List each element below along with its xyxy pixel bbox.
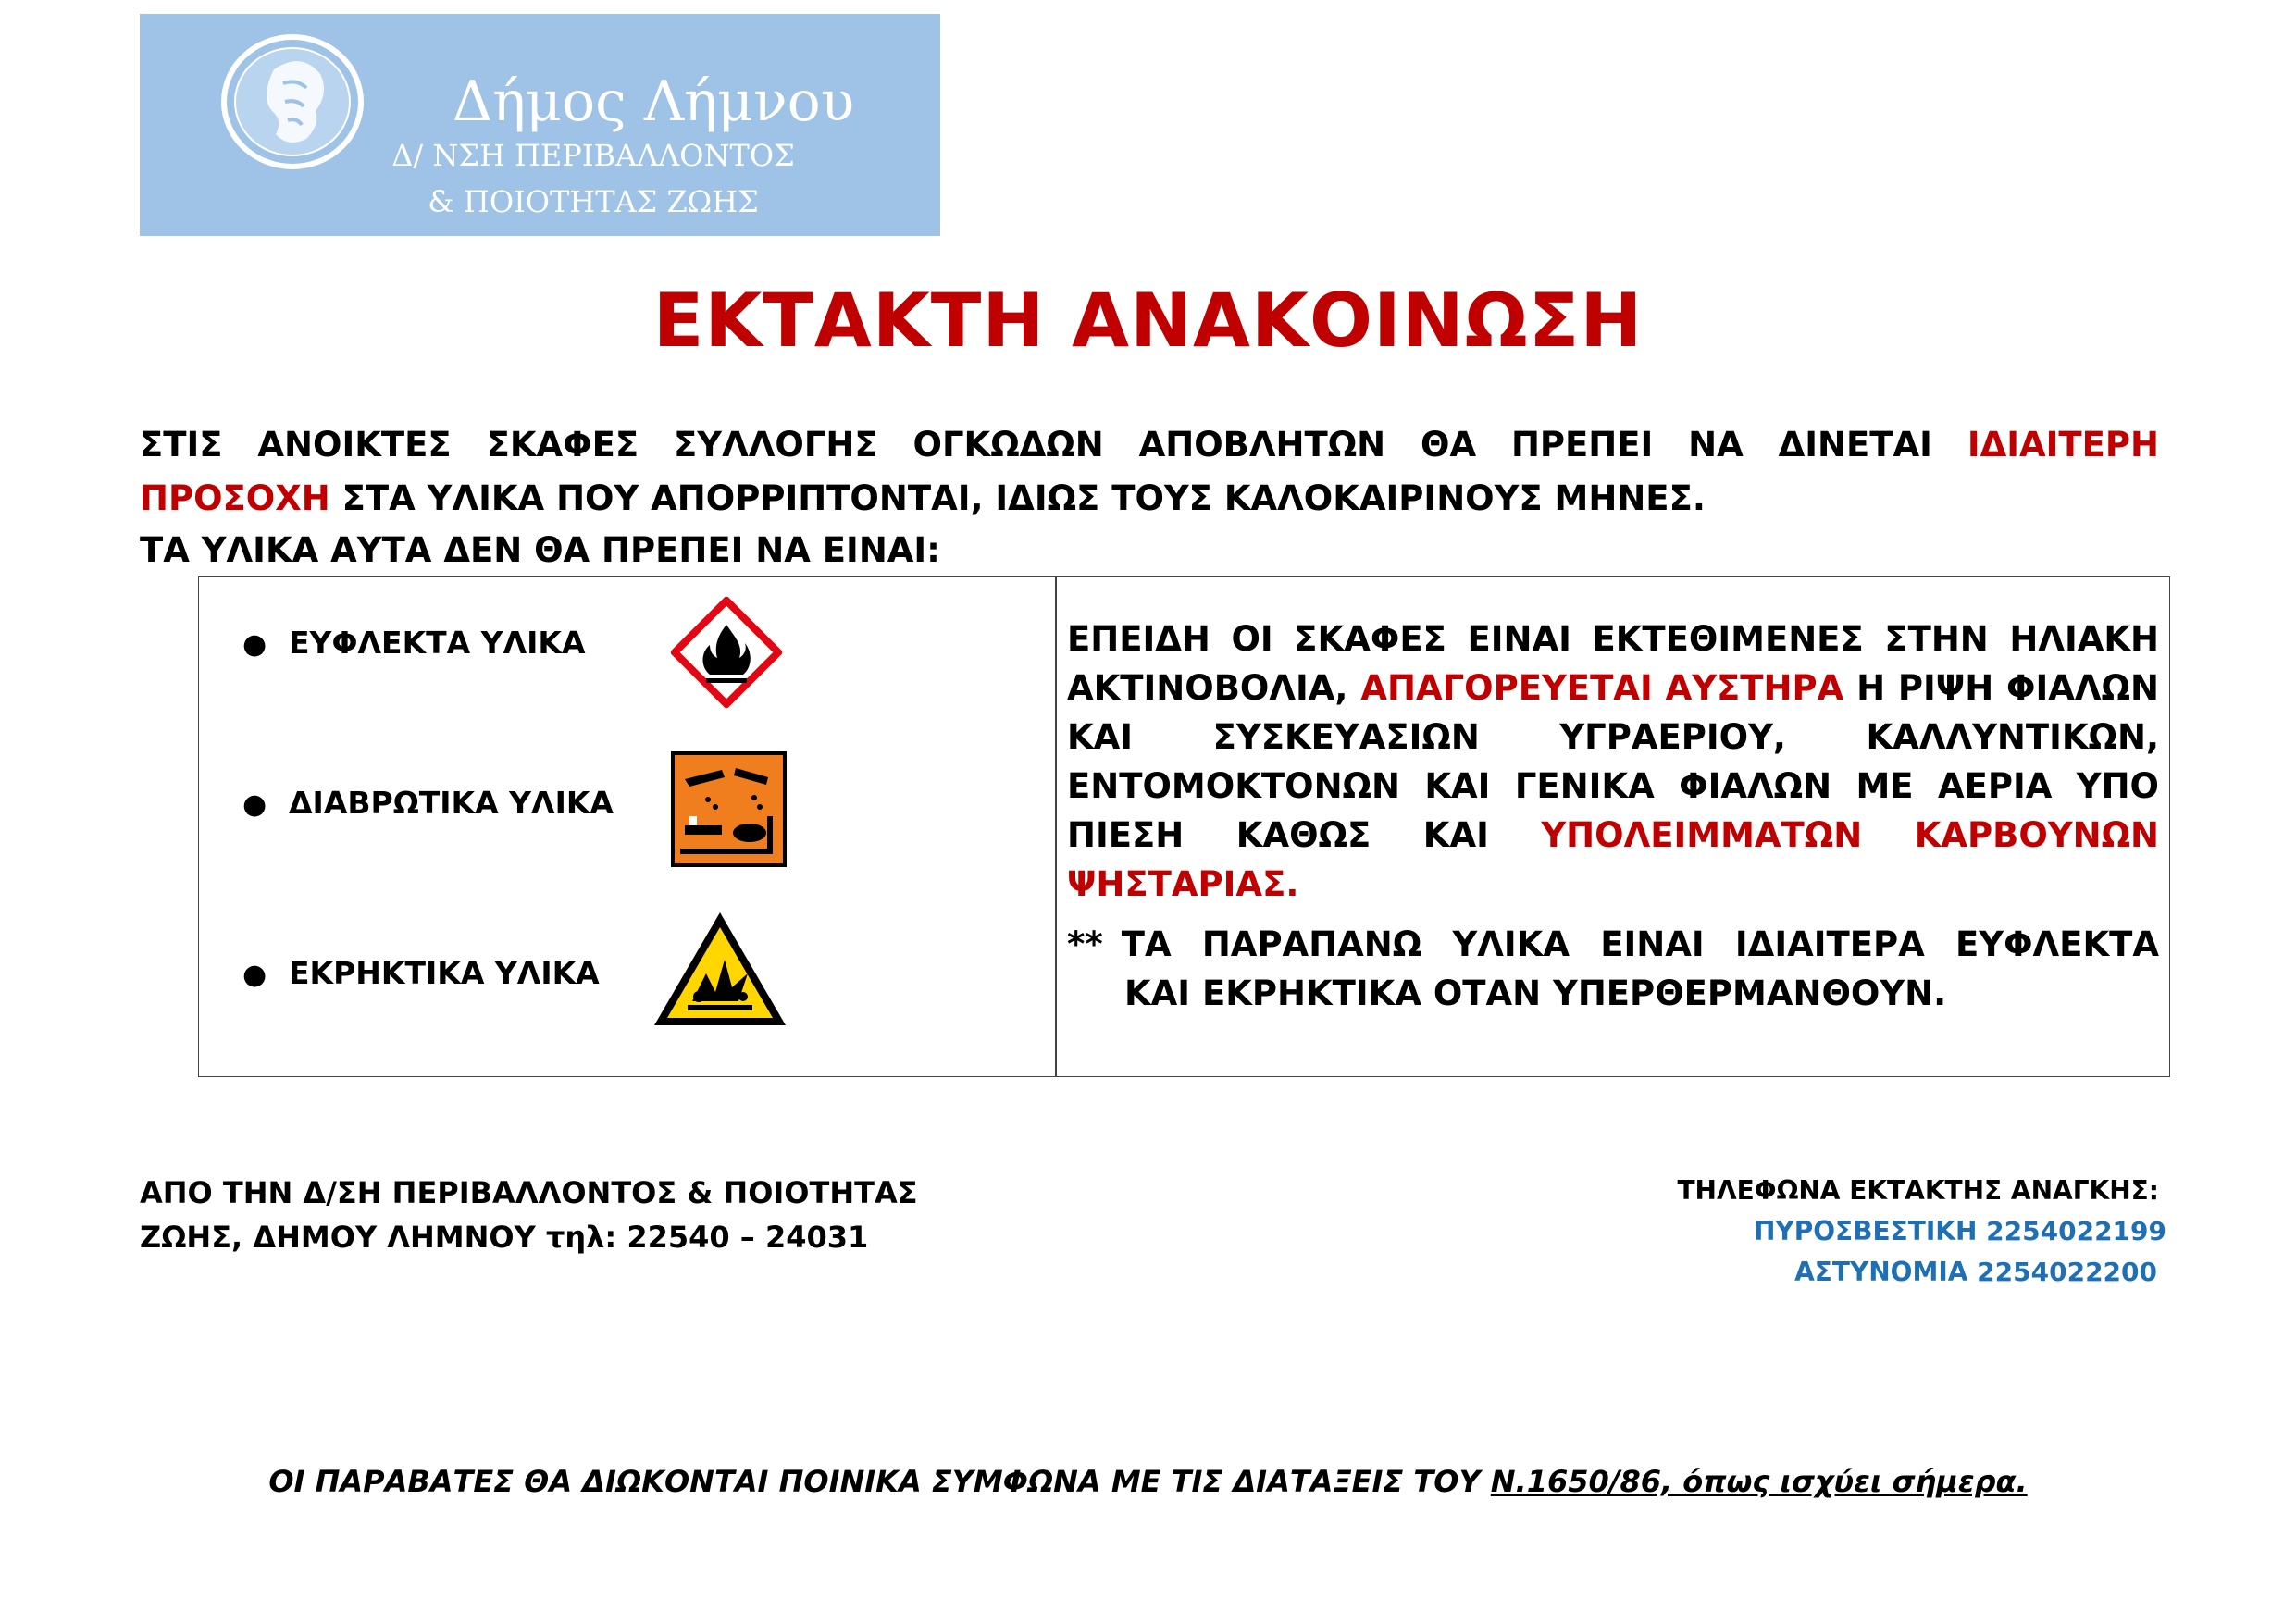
emergency-phones	[1334, 1171, 2166, 1293]
hazard-label: ΔΙΑΒΡΩΤΙΚΑ ΥΛΙΚΑ	[289, 785, 614, 821]
warning-part-1: ΕΠΕΙΔΗ ΟΙ ΣΚΑΦΕΣ ΕΙΝΑΙ ΕΚΤΕΘΙΜΕΝΕΣ ΣΤΗΝ ΗΛΙΑΚΗ ΑΚΤΙΝΟΒΟΛΙΑ,	[1067, 619, 2159, 708]
footer-line-2: ΖΩΗΣ, ΔΗΜΟΥ ΛΗΜΝΟΥ τηλ: 22540 – 24031	[140, 1220, 869, 1255]
explosive-icon	[651, 909, 789, 1029]
law-reference: Ν.1650/86, όπως ισχύει σήμερα.	[1490, 1464, 2028, 1499]
warning-highlight-1: ΑΠΑΓΟΡΕΥΕΤΑΙ ΑΥΣΤΗΡΑ	[1360, 668, 1844, 708]
note-block	[1067, 920, 2159, 1018]
intro-highlight-1: ΙΔΙΑΙΤΕΡΗ	[1967, 425, 2159, 465]
legal-text: ΟΙ ΠΑΡΑΒΑΤΕΣ ΘΑ ΔΙΩΚΟΝΤΑΙ ΠΟΙΝΙΚΑ ΣΥΜΦΩΝΑ ΜΕ ΤΙΣ ΔΙΑΤΑΞΕΙΣ ΤΟΥ	[268, 1464, 1481, 1499]
intro-text-1: ΣΤΙΣ ΑΝΟΙΚΤΕΣ ΣΚΑΦΕΣ ΣΥΛΛΟΓΗΣ ΟΓΚΩΔΩΝ ΑΠΟΒΛΗΤΩΝ ΘΑ ΠΡΕΠΕΙ ΝΑ ΔΙΝΕΤΑΙ	[140, 425, 1932, 465]
intro-line-1	[140, 418, 2159, 472]
note-marker: **	[1067, 924, 1103, 964]
hazard-label: ΕΚΡΗΚΤΙΚΑ ΥΛΙΚΑ	[289, 955, 600, 991]
note-line-1	[1067, 920, 2159, 969]
hazard-item-explosive	[242, 955, 600, 991]
legal-notice	[0, 1464, 2296, 1499]
warning-text	[1067, 614, 2159, 909]
flammable-icon	[671, 597, 782, 708]
hazard-item-corrosive	[242, 785, 614, 821]
hazard-item-flammable	[242, 625, 586, 661]
intro-highlight-2: ΠΡΟΣΟΧΗ	[140, 478, 330, 518]
bullet-icon: ●	[242, 788, 267, 821]
warning-highlight-3: ΨΗΣΤΑΡΙΑΣ.	[1067, 864, 1299, 904]
bullet-icon: ●	[242, 628, 267, 661]
box-divider	[1055, 576, 1057, 1077]
logo-block	[140, 14, 940, 236]
note-line-2: ΚΑΙ ΕΚΡΗΚΤΙΚΑ ΟΤΑΝ ΥΠΕΡΘΕΡΜΑΝΘΟΥΝ.	[1124, 973, 1947, 1013]
footer-line-1: ΑΠΟ ΤΗΝ Δ/ΣΗ ΠΕΡΙΒΑΛΛΟΝΤΟΣ & ΠΟΙΟΤΗΤΑΣ	[140, 1175, 918, 1210]
bullet-icon: ●	[242, 959, 267, 991]
logo-subtitle-1: Δ/ ΝΣΗ ΠΕΡΙΒΑΛΛΟΝΤΟΣ	[391, 138, 795, 173]
corrosive-icon	[671, 751, 787, 867]
warning-highlight-2: ΥΠΟΛΕΙΜΜΑΤΩΝ ΚΑΡΒΟΥΝΩΝ	[1541, 815, 2159, 855]
emergency-title: ΤΗΛΕΦΩΝΑ ΕΚΤΑΚΤΗΣ ΑΝΑΓΚΗΣ:	[1677, 1175, 2159, 1206]
coin-logo-icon	[218, 32, 366, 171]
intro-line-3: ΤΑ ΥΛΙΚΑ ΑΥΤΑ ΔΕΝ ΘΑ ΠΡΕΠΕΙ ΝΑ ΕΙΝΑΙ:	[140, 530, 940, 570]
note-text-1: ΤΑ ΠΑΡΑΠΑΝΩ ΥΛΙΚΑ ΕΙΝΑΙ ΙΔΙΑΙΤΕΡΑ ΕΥΦΛΕΚΤΑ	[1121, 924, 2159, 964]
logo-title: Δήμος Λήμνου	[452, 69, 855, 134]
fire-dept-phone: ΠΥΡΟΣΒΕΣΤΙΚΗ 2254022199	[1754, 1216, 2166, 1246]
police-phone: ΑΣΤΥΝΟΜΙΑ 2254022200	[1794, 1257, 2157, 1287]
footer-contact	[140, 1171, 1065, 1259]
warning-part-2: Η ΡΙΨΗ ΦΙΑΛΩΝ ΚΑΙ ΣΥΣΚΕΥΑΣΙΩΝ ΥΓΡΑΕΡΙΟΥ, ΚΑΛΛΥΝΤΙΚΩΝ, ΕΝΤΟΜΟΚΤΟΝΩΝ ΚΑΙ ΓΕΝΙΚΑ ΦΙΑΛΩΝ ΜΕ ΑΕΡΙΑ ΥΠΟ ΠΙΕΣΗ ΚΑΘΩΣ ΚΑΙ	[1067, 668, 2159, 855]
intro-line-2	[140, 472, 2159, 526]
hazard-label: ΕΥΦΛΕΚΤΑ ΥΛΙΚΑ	[289, 625, 586, 661]
intro-text-2: ΣΤΑ ΥΛΙΚΑ ΠΟΥ ΑΠΟΡΡΙΠΤΟΝΤΑΙ, ΙΔΙΩΣ ΤΟΥΣ ΚΑΛΟΚΑΙΡΙΝΟΥΣ ΜΗΝΕΣ.	[341, 478, 1706, 518]
page-title: ΕΚΤΑΚΤΗ ΑΝΑΚΟΙΝΩΣΗ	[652, 278, 1644, 364]
logo-subtitle-2: & ΠΟΙΟΤΗΤΑΣ ΖΩΗΣ	[428, 184, 759, 219]
